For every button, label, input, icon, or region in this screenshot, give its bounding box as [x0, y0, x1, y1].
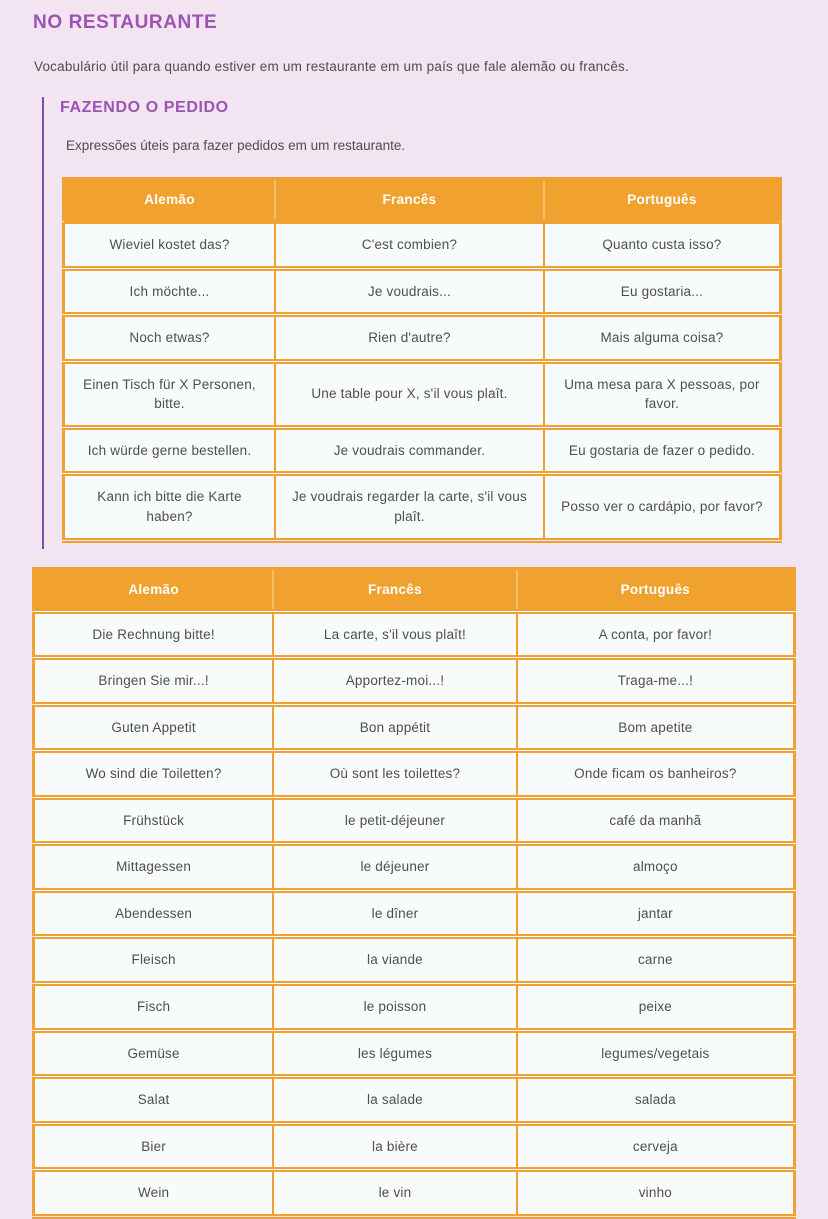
- table-row: [64, 315, 781, 362]
- table-row: [34, 890, 795, 937]
- phrase-cell-frances: Où sont les toilettes?: [273, 751, 517, 798]
- phrase-cell-portugues: legumes/vegetais: [517, 1030, 795, 1077]
- phrase-cell-alemao: Kann ich bitte die Karte haben?: [64, 474, 276, 540]
- phrase-cell-portugues: peixe: [517, 984, 795, 1031]
- phrase-cell-portugues: Quanto custa isso?: [544, 222, 781, 269]
- phrase-cell-portugues: cerveja: [517, 1123, 795, 1170]
- table-row: [34, 984, 795, 1031]
- phrase-cell-alemao: Noch etwas?: [64, 315, 276, 362]
- phrase-cell-alemao: Bier: [34, 1123, 274, 1170]
- phrase-cell-alemao: Wein: [34, 1170, 274, 1217]
- phrase-cell-frances: les légumes: [273, 1030, 517, 1077]
- phrase-cell-portugues: Posso ver o cardápio, por favor?: [544, 474, 781, 540]
- phrase-cell-frances: la salade: [273, 1077, 517, 1124]
- table-row: [34, 937, 795, 984]
- phrase-cell-alemao: Fleisch: [34, 937, 274, 984]
- phrase-cell-portugues: café da manhã: [517, 797, 795, 844]
- phrase-cell-alemao: Salat: [34, 1077, 274, 1124]
- column-header-frances: Francês: [273, 568, 517, 611]
- phrase-cell-alemao: Gemüse: [34, 1030, 274, 1077]
- column-header-portugues: Português: [517, 568, 795, 611]
- phrase-cell-portugues: vinho: [517, 1170, 795, 1217]
- table-row: [34, 1077, 795, 1124]
- column-header-alemao: Alemão: [34, 568, 274, 611]
- table-header-row: [34, 568, 795, 611]
- table-row: [64, 222, 781, 269]
- phrase-cell-frances: La carte, s'il vous plaît!: [273, 611, 517, 658]
- phrase-cell-portugues: Traga-me...!: [517, 658, 795, 705]
- phrase-cell-frances: Une table pour X, s'il vous plaît.: [275, 361, 544, 427]
- phrase-cell-frances: Apportez-moi...!: [273, 658, 517, 705]
- phrase-cell-portugues: salada: [517, 1077, 795, 1124]
- phrase-cell-alemao: Einen Tisch für X Personen, bitte.: [64, 361, 276, 427]
- ordering-phrases-table: [62, 177, 782, 543]
- section-fazendo-o-pedido: [42, 97, 802, 549]
- table-row: [34, 704, 795, 751]
- phrase-cell-frances: Je voudrais commander.: [275, 427, 544, 474]
- phrase-cell-frances: le vin: [273, 1170, 517, 1217]
- table-row: [64, 427, 781, 474]
- table-row: [34, 797, 795, 844]
- table-row: [64, 474, 781, 540]
- column-header-portugues: Português: [544, 179, 781, 222]
- phrase-cell-frances: C'est combien?: [275, 222, 544, 269]
- phrase-cell-portugues: carne: [517, 937, 795, 984]
- table-row: [34, 1170, 795, 1217]
- phrase-cell-portugues: jantar: [517, 890, 795, 937]
- column-header-alemao: Alemão: [64, 179, 276, 222]
- phrase-cell-alemao: Wo sind die Toiletten?: [34, 751, 274, 798]
- table-row: [34, 844, 795, 891]
- phrase-cell-portugues: almoço: [517, 844, 795, 891]
- table-row: [34, 751, 795, 798]
- phrase-cell-frances: Bon appétit: [273, 704, 517, 751]
- phrase-cell-portugues: Bom apetite: [517, 704, 795, 751]
- phrase-cell-alemao: Ich möchte...: [64, 268, 276, 315]
- phrase-cell-alemao: Frühstück: [34, 797, 274, 844]
- phrase-cell-frances: Rien d'autre?: [275, 315, 544, 362]
- phrase-cell-alemao: Die Rechnung bitte!: [34, 611, 274, 658]
- phrase-cell-alemao: Abendessen: [34, 890, 274, 937]
- phrase-cell-portugues: Eu gostaria de fazer o pedido.: [544, 427, 781, 474]
- table-row: [34, 658, 795, 705]
- column-header-frances: Francês: [275, 179, 544, 222]
- phrase-cell-portugues: Eu gostaria...: [544, 268, 781, 315]
- general-vocab-table: [32, 567, 796, 1219]
- phrase-cell-alemao: Mittagessen: [34, 844, 274, 891]
- phrase-cell-frances: le dîner: [273, 890, 517, 937]
- phrase-cell-frances: le petit-déjeuner: [273, 797, 517, 844]
- phrase-cell-alemao: Ich würde gerne bestellen.: [64, 427, 276, 474]
- phrase-cell-frances: Je voudrais...: [275, 268, 544, 315]
- phrase-cell-portugues: Mais alguma coisa?: [544, 315, 781, 362]
- phrase-cell-portugues: A conta, por favor!: [517, 611, 795, 658]
- page-title: NO RESTAURANTE: [33, 12, 218, 33]
- phrase-cell-frances: la viande: [273, 937, 517, 984]
- table-row: [64, 268, 781, 315]
- section-subtitle: Expressões úteis para fazer pedidos em um restaurante.: [66, 138, 406, 153]
- phrase-cell-portugues: Onde ficam os banheiros?: [517, 751, 795, 798]
- table-header-row: [64, 179, 781, 222]
- table-row: [34, 1123, 795, 1170]
- phrase-cell-alemao: Bringen Sie mir...!: [34, 658, 274, 705]
- section-title: FAZENDO O PEDIDO: [60, 99, 229, 116]
- intro-paragraph: Vocabulário útil para quando estiver em um restaurante em um país que fale alemão ou francês.: [34, 59, 629, 74]
- phrase-cell-frances: le poisson: [273, 984, 517, 1031]
- phrase-cell-portugues: Uma mesa para X pessoas, por favor.: [544, 361, 781, 427]
- table-row: [34, 1030, 795, 1077]
- phrase-cell-alemao: Wieviel kostet das?: [64, 222, 276, 269]
- table-row: [34, 611, 795, 658]
- phrase-cell-alemao: Fisch: [34, 984, 274, 1031]
- table-row: [64, 361, 781, 427]
- phrase-cell-frances: la bière: [273, 1123, 517, 1170]
- phrase-cell-alemao: Guten Appetit: [34, 704, 274, 751]
- phrase-cell-frances: Je voudrais regarder la carte, s'il vous plaît.: [275, 474, 544, 540]
- phrase-cell-frances: le déjeuner: [273, 844, 517, 891]
